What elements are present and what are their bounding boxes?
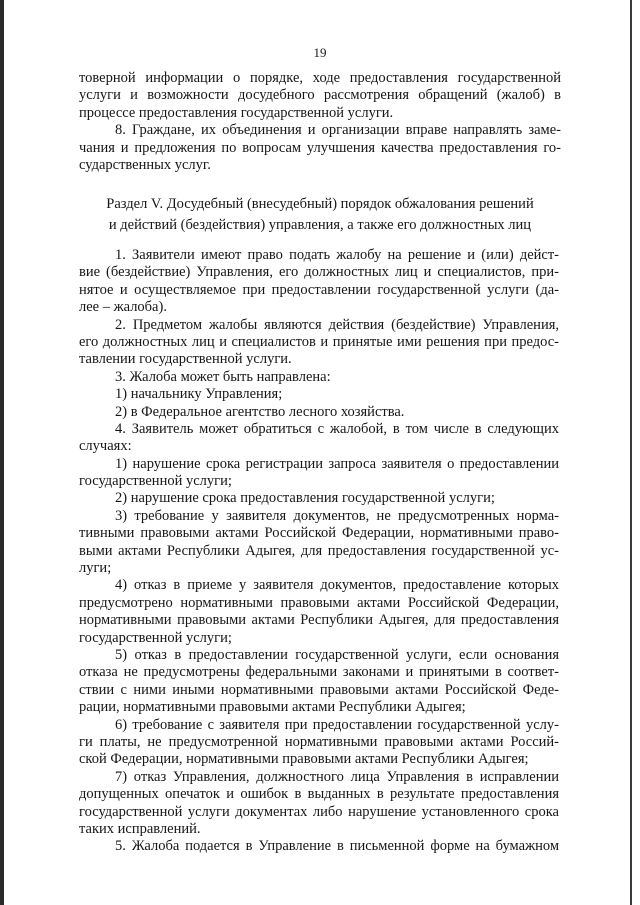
text-line: 4. Заявитель может обратиться с жалобой, в том числе в следующих xyxy=(115,420,559,437)
text-line: 5) отказ в предоставлении государственной услуги, если основания xyxy=(115,646,559,663)
text-line: выми актами Республики Адыгея, для предоставления государственной ус- xyxy=(79,542,559,559)
text-line: услуги и возможности досудебного рассмотрения обращений (жалоб) в xyxy=(79,87,561,104)
paragraph-block-top xyxy=(79,70,561,174)
text-line: тавлении государственной услуги. xyxy=(79,351,292,368)
text-line: 3. Жалоба может быть направлена: xyxy=(115,368,331,385)
text-line: ской Федерации, нормативными правовыми актами Республики Адыгея; xyxy=(79,751,529,768)
text-line: 2) нарушение срока предоставления государственной услуги; xyxy=(115,490,495,507)
section-heading xyxy=(0,194,640,236)
text-line: луги; xyxy=(79,560,112,577)
text-line: сударственных услуг. xyxy=(79,156,211,173)
text-line: ствии с ними иными нормативными правовыми актами Российской Феде- xyxy=(79,681,559,698)
text-line: допущенных опечаток и ошибок в выданных в результате предоставления xyxy=(79,786,559,803)
text-line: 7) отказ Управления, должностного лица Управления в исправлении xyxy=(115,768,559,785)
text-line: таких исправлений. xyxy=(79,820,201,837)
text-line: нормативными правовыми актами Республики Адыгея, для предоставления xyxy=(79,612,559,629)
heading-line: и действий (бездействия) управления, а также его должностных лиц xyxy=(108,217,532,233)
text-line: 3) требование у заявителя документов, не предусмотренных норма- xyxy=(115,507,559,524)
text-line: государственной услуги; xyxy=(79,629,232,646)
text-line: процессе предоставления государственной услуги. xyxy=(79,104,394,121)
text-line: 8. Граждане, их объединения и организации вправе направлять заме- xyxy=(115,122,561,139)
text-line: 1. Заявители имеют право подать жалобу на решение и (или) дейст- xyxy=(115,247,559,263)
scan-edge-left xyxy=(0,0,4,905)
text-line: 6) требование с заявителя при предоставлении государственной услу- xyxy=(115,716,559,733)
text-line: отказа не предусмотрены федеральными законами и принятыми в соответ- xyxy=(79,664,559,681)
text-line: 2) в Федеральное агентство лесного хозяйства. xyxy=(115,403,405,420)
text-line: чания и предложения по вопросам улучшения качества предоставления го- xyxy=(79,139,561,156)
text-line: государственной услуги документах либо нарушение установленного срока xyxy=(79,803,559,820)
text-line: 2. Предметом жалобы являются действия (бездействие) Управления, xyxy=(115,316,559,333)
text-line: ги платы, не предусмотренной нормативными правовыми актами Россий- xyxy=(79,733,559,750)
scan-edge-right xyxy=(630,0,632,905)
text-line: 1) нарушение срока регистрации запроса заявителя о предоставлении xyxy=(115,455,559,472)
text-line: 1) начальнику Управления; xyxy=(115,386,283,403)
text-line: вие (бездействие) Управления, его должностных лиц и специалистов, при- xyxy=(79,264,559,281)
heading-line: Раздел V. Досудебный (внесудебный) порядок обжалования решений xyxy=(106,196,534,212)
paragraph-block-main xyxy=(79,247,559,856)
text-line: государственной услуги; xyxy=(79,473,232,490)
text-line: 4) отказ в приеме у заявителя документов, предоставление которых xyxy=(115,577,559,594)
text-line: тивными правовыми актами Российской Федерации, нормативными право- xyxy=(79,525,559,542)
page-number: 19 xyxy=(313,45,327,60)
text-line: товерной информации о порядке, ходе предоставления государственной xyxy=(79,70,561,86)
text-line: нятое и осуществляемое при предоставлении государственной услуги (да- xyxy=(79,281,559,298)
text-line: рации, нормативными правовыми актами Республики Адыгея; xyxy=(79,699,466,716)
text-line: 5. Жалоба подается в Управление в письменной форме на бумажном xyxy=(115,838,559,855)
text-line: его должностных лиц и специалистов и принятые ими решения при предос- xyxy=(79,333,559,350)
text-line: лее – жалоба). xyxy=(79,299,167,316)
text-line: предусмотрено нормативными правовыми актами Российской Федерации, xyxy=(79,594,559,611)
text-line: случаях: xyxy=(79,438,132,455)
